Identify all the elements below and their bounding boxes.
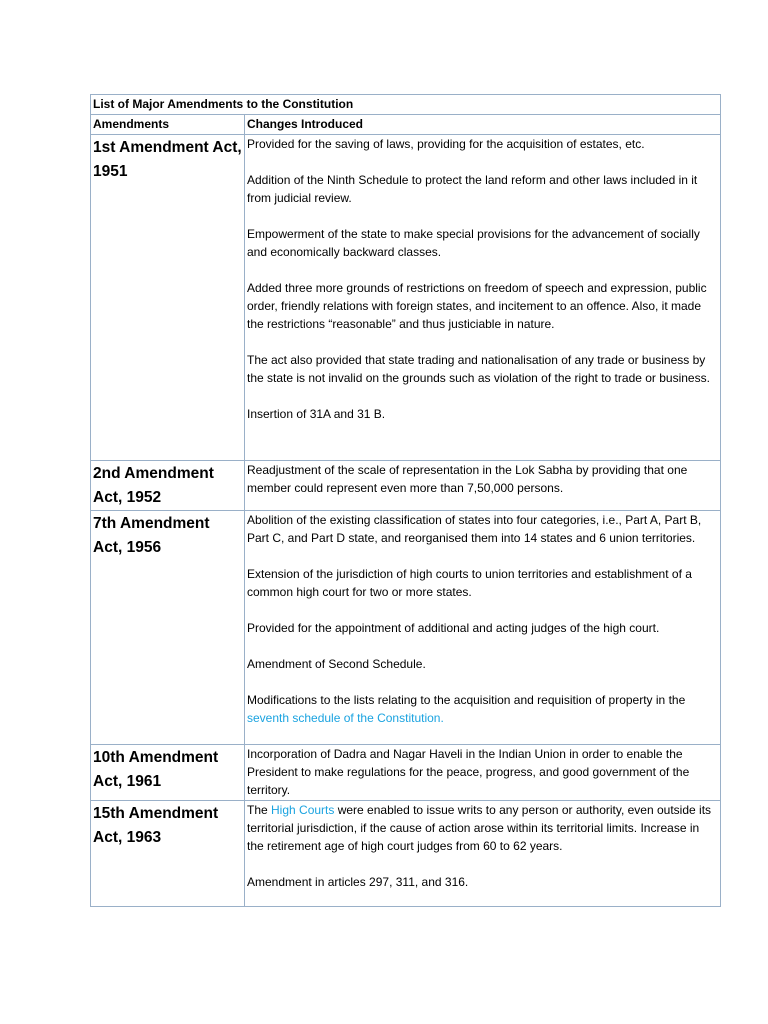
table-header-row — [91, 115, 721, 135]
amendment-name: 15th Amendment Act, 1963 — [91, 801, 245, 907]
table-row — [91, 511, 721, 745]
change-paragraph: Insertion of 31A and 31 B. — [247, 407, 386, 421]
changes-cell — [245, 135, 721, 461]
changes-cell — [245, 461, 721, 511]
change-paragraph: Added three more grounds of restrictions on freedom of speech and expression, public order, friendly relations with foreign states, and incitement to an offence. Also, it made the restrictions “reasonable” and thus justiciable in nature. — [247, 281, 707, 331]
change-paragraph: Provided for the saving of laws, providing for the acquisition of estates, etc. — [247, 137, 645, 151]
change-paragraph: Readjustment of the scale of representation in the Lok Sabha by providing that one member could represent even more than 7,50,000 persons. — [247, 463, 688, 495]
change-paragraph: Empowerment of the state to make special provisions for the advancement of socially and economically backward classes. — [247, 227, 700, 259]
amendment-name: 7th Amendment Act, 1956 — [91, 511, 245, 745]
change-paragraph: Amendment of Second Schedule. — [247, 657, 426, 671]
change-paragraph — [247, 691, 718, 727]
table-row — [91, 135, 721, 461]
amendments-table — [90, 94, 721, 907]
change-paragraph: Addition of the Ninth Schedule to protect the land reform and other laws included in it from judicial review. — [247, 173, 698, 205]
amendment-name: 1st Amendment Act, 1951 — [91, 135, 245, 461]
seventh-schedule-link[interactable]: seventh schedule of the Constitution. — [247, 711, 444, 725]
table-row — [91, 745, 721, 801]
change-paragraph: Extension of the jurisdiction of high courts to union territories and establishment of a common high court for two or more states. — [247, 567, 692, 599]
table-row — [91, 801, 721, 907]
change-paragraph: Amendment in articles 297, 311, and 316. — [247, 875, 469, 889]
change-text: Modifications to the lists relating to the acquisition and requisition of property in the — [247, 693, 686, 707]
high-courts-link[interactable]: High Courts — [271, 803, 335, 817]
changes-cell — [245, 511, 721, 745]
table-title-row — [91, 95, 721, 115]
table-row — [91, 461, 721, 511]
change-paragraph: Incorporation of Dadra and Nagar Haveli in the Indian Union in order to enable the President to make regulations for the peace, progress, and good government of the territory. — [247, 747, 690, 797]
amendment-name: 10th Amendment Act, 1961 — [91, 745, 245, 801]
change-text: The — [247, 803, 272, 817]
change-paragraph: Provided for the appointment of additional and acting judges of the high court. — [247, 621, 660, 635]
changes-cell — [245, 745, 721, 801]
header-amendments: Amendments — [91, 115, 245, 135]
change-paragraph — [247, 801, 718, 855]
change-text: were enabled to issue writs to any person or authority, even outside its territorial jurisdiction, if the cause of action arose within its territorial limits. Increase in the retirement age of high court judges from 60 to 62 years. — [247, 803, 712, 853]
amendment-name: 2nd Amendment Act, 1952 — [91, 461, 245, 511]
header-changes: Changes Introduced — [245, 115, 721, 135]
table-title: List of Major Amendments to the Constitution — [91, 95, 721, 115]
changes-cell — [245, 801, 721, 907]
change-paragraph: Abolition of the existing classification of states into four categories, i.e., Part A, Part B, Part C, and Part D state, and reorganised them into 14 states and 6 union territories. — [247, 513, 702, 545]
change-paragraph: The act also provided that state trading and nationalisation of any trade or business by the state is not invalid on the grounds such as violation of the right to trade or business. — [247, 353, 710, 385]
